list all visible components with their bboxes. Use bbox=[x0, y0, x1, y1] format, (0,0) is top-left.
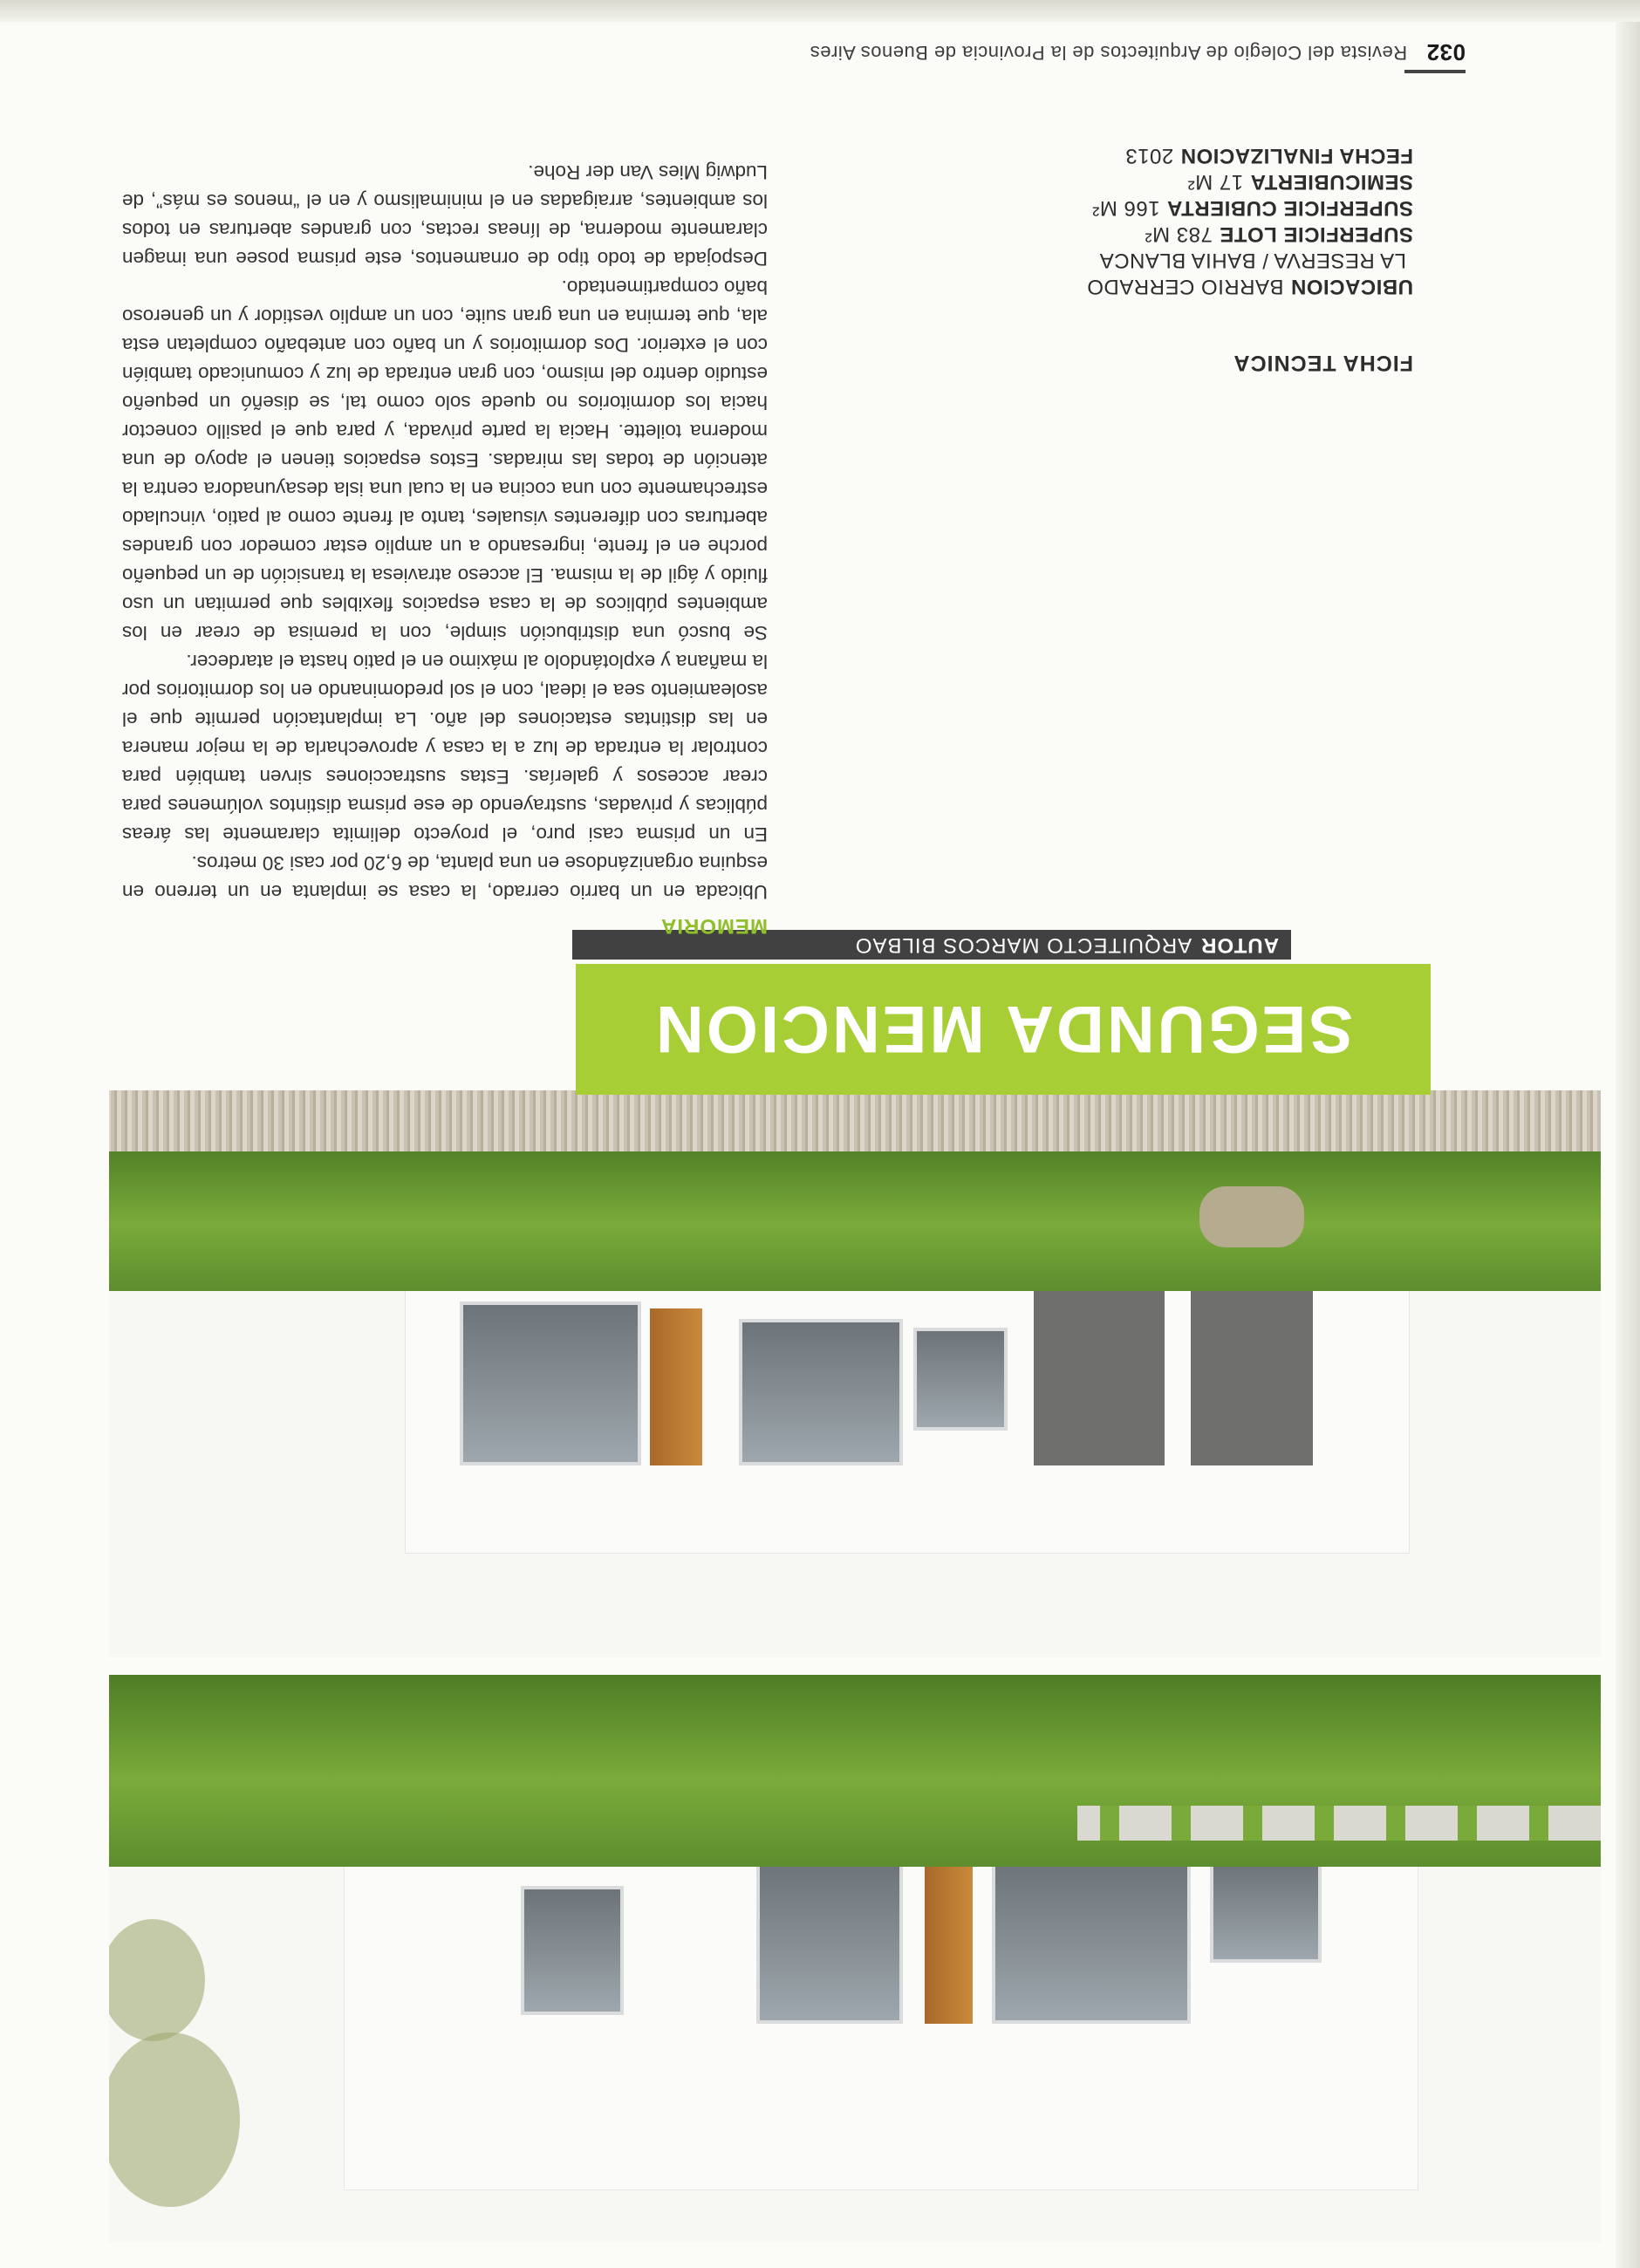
ficha-label: SUPERFICIE LOTE bbox=[1219, 222, 1413, 246]
page-number: 032 bbox=[1426, 39, 1466, 66]
page-edge bbox=[0, 0, 1640, 22]
house-photo-front bbox=[109, 1675, 1601, 2242]
ficha-value: 2013 bbox=[1124, 144, 1174, 167]
publication-name: Revista del Colegio de Arquitectos de la Provincia de Buenos Aires bbox=[810, 42, 1408, 64]
window bbox=[460, 1301, 641, 1465]
window bbox=[913, 1328, 1008, 1431]
gravel-strip bbox=[109, 1090, 1601, 1151]
memoria-paragraph: Se buscó una distribución simple, con la premisa de crear en los ambientes públicos de la casa espacios flexibles que permitan un uso fluido y ágil de la misma. El acceso atraviesa la transición de un pequeño porche en el frente, ingresando a un amplio estar comedor con grandes aberturas con diferentes visuales, tanto al frente como al patio, vinculado estrechamente con una cocina en la cual una isla desayunadora centra la atención de todas las miradas. Estos espacios tienen el apoyo de una moderna toilette. Hacia la parte privada, y para que el pasillo conector hacia los dormitorios no quede solo como tal, se diseñó un pequeño estudio dentro del mismo, con gran entrada de luz y comunicado también con el exterior. Dos dormitorios y un baño con antebaño completan esta ala, que termina en una gran suite, con un amplio vestidor y un generoso baño compartimentado. bbox=[122, 277, 768, 644]
window bbox=[992, 1860, 1191, 2024]
lawn bbox=[109, 1143, 1601, 1291]
page-number-rule bbox=[1404, 70, 1466, 73]
ficha-row bbox=[925, 273, 1413, 299]
running-header bbox=[810, 39, 1466, 65]
award-title-band bbox=[576, 964, 1431, 1095]
front-door bbox=[650, 1308, 702, 1465]
front-door bbox=[925, 1867, 973, 2024]
ficha-value: BARRIO CERRADO bbox=[1086, 275, 1284, 298]
author-label: AUTOR bbox=[1200, 933, 1279, 957]
memoria-heading: MEMORIA bbox=[660, 914, 768, 938]
memoria-paragraph: En un prisma casi puro, el proyecto delimita claramente las áreas públicas y privadas, sustrayendo de ese prisma distintos volúmenes para crear accesos y galerías. Estas sustracciones sirven también para controlar la entrada de luz a la casa y aprovecharla de la mejor manera en las distintas estaciones del año. La implantación permite que el asoleamiento sea el ideal, con el sol predominando en los dormitorios por la mañana y explotándolo al máximo en el patio hasta el atardecer. bbox=[122, 651, 768, 845]
grey-panel bbox=[1191, 1282, 1313, 1465]
grey-panel bbox=[1034, 1282, 1165, 1465]
ficha-label: SEMICUBIERTA bbox=[1250, 170, 1413, 194]
ficha-value: 17 M² bbox=[1187, 170, 1244, 194]
memoria-paragraph: Despojada de todo tipo de ornamentos, este prisma posee una imagen claramente moderna, de líneas rectas, con grandes aberturas en todos los ambientes, arraigadas en el minimalismo y en el “menos es más”, de Ludwig Mies Van der Rohe. bbox=[122, 161, 768, 270]
window bbox=[739, 1319, 903, 1465]
ficha-label: UBICACION bbox=[1290, 275, 1413, 298]
ficha-row bbox=[925, 221, 1413, 247]
ficha-row bbox=[925, 195, 1413, 221]
house-photo-side bbox=[109, 1090, 1601, 1657]
ficha-value: 783 M² bbox=[1145, 222, 1213, 246]
ficha-tecnica bbox=[925, 142, 1413, 375]
memoria-section bbox=[122, 158, 768, 938]
binding-edge bbox=[1616, 0, 1640, 2268]
house-photos bbox=[109, 1090, 1601, 2242]
window bbox=[521, 1886, 624, 2015]
ficha-label: FECHA FINALIZACION bbox=[1180, 144, 1413, 167]
award-title: SEGUNDA MENCION bbox=[653, 992, 1354, 1067]
ficha-row bbox=[925, 247, 1413, 273]
ficha-row bbox=[925, 168, 1413, 195]
window bbox=[1210, 1860, 1322, 1963]
ficha-row bbox=[925, 142, 1413, 168]
ficha-value: LA RESERVA / BAHIA BLANCA bbox=[1099, 249, 1406, 272]
window bbox=[756, 1860, 903, 2024]
author-name: ARQUITECTO MARCOS BILBAO bbox=[854, 933, 1192, 957]
memoria-paragraph: Ubicada en un barrio cerrado, la casa se implanta en un terreno en esquina organizándose en una planta, de 6,20 por casi 30 metros. bbox=[122, 852, 768, 903]
ficha-value: 166 M² bbox=[1091, 196, 1160, 220]
tree-stump bbox=[1199, 1186, 1304, 1247]
ficha-heading: FICHA TECNICA bbox=[1233, 351, 1413, 375]
ficha-label: SUPERFICIE CUBIERTA bbox=[1166, 196, 1413, 220]
paving-path bbox=[1077, 1806, 1601, 1841]
